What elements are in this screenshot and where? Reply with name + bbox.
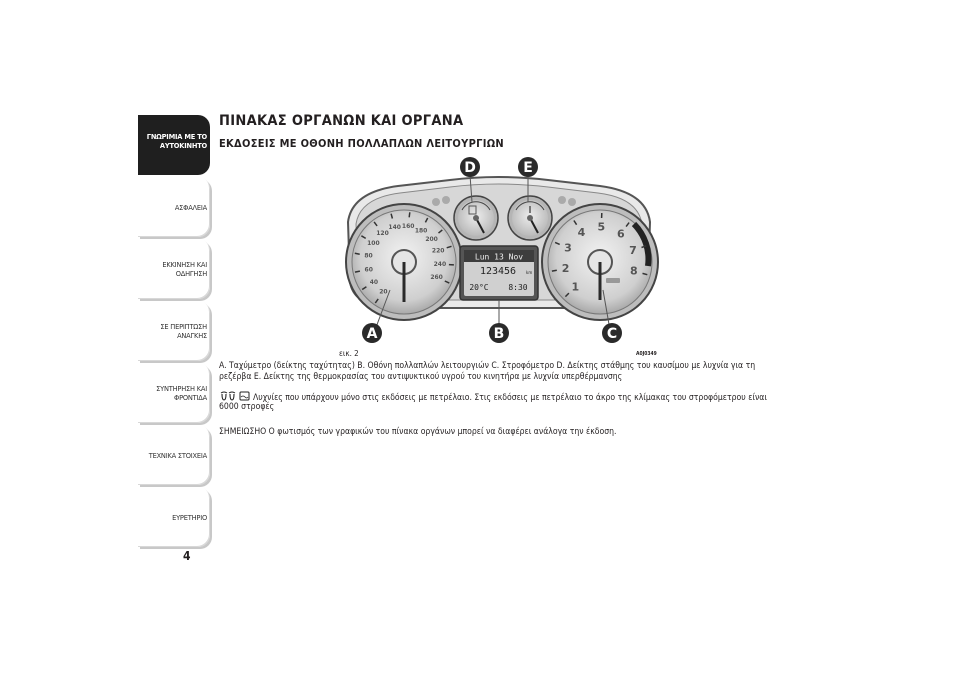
tab-label-line2: ΤΕΧΝΙΚΑ ΣΤΟΙΧΕΙΑ — [148, 450, 207, 460]
display-temperature: 20°C — [469, 283, 489, 292]
water-in-fuel-icon — [239, 391, 250, 401]
rpm-tick-1: 1 — [571, 280, 580, 294]
diesel-note-line-2: 6000 στροφές — [219, 402, 275, 412]
callout-b — [489, 323, 509, 343]
tab-label-line2: ΦΡΟΝΤΙΔΑ — [174, 393, 207, 402]
speed-tick-20: 20 — [379, 288, 388, 296]
multifunction-display — [460, 246, 538, 300]
rpm-tick-2: 2 — [561, 262, 570, 276]
page-number: 4 — [183, 549, 191, 563]
tab-label-line1: ΣΕ ΠΕΡΙΠΤΩΣΗ — [160, 322, 207, 331]
tab-safety[interactable] — [138, 177, 210, 237]
glow-plug-icon — [219, 391, 237, 401]
svg-text:C: C — [606, 326, 618, 342]
tab-label-line2: ΕΥΡΕΤΗΡΙΟ — [172, 512, 207, 522]
section-subtitle: ΕΚΔΟΣΕΙΣ ΜΕ ΟΘΟΝΗ ΠΟΛΛΑΠΛΩΝ ΛΕΙΤΟΥΡΓΙΩΝ — [219, 137, 505, 150]
speed-tick-120: 120 — [376, 230, 389, 238]
speed-tick-60: 60 — [364, 266, 373, 274]
rpm-tick-3: 3 — [564, 241, 572, 255]
rpm-tick-mark — [552, 270, 557, 271]
svg-text:A: A — [366, 326, 378, 342]
display-clock: 8:30 — [508, 283, 528, 292]
tab-index[interactable] — [138, 487, 210, 547]
tab-emergency[interactable] — [138, 301, 210, 361]
tab-label-line2: ΑΝΑΓΚΗΣ — [177, 331, 207, 340]
speedometer-gauge — [346, 204, 462, 320]
svg-text:B: B — [493, 326, 505, 342]
rpm-tick-7: 7 — [629, 244, 637, 258]
diesel-note-line-1: Λυχνίες που υπάρχουν μόνο στις εκδόσεις με πετρέλαιο. Στις εκδόσεις με πετρέλαιο το άκρο της κλίμακας του στροφόμετρου είναι — [252, 393, 768, 403]
speed-tick-260: 260 — [430, 274, 443, 282]
speed-tick-100: 100 — [367, 240, 380, 248]
tab-label-line2: ΑΣΦΑΛΕΙΑ — [174, 202, 207, 212]
speed-tick-40: 40 — [369, 278, 379, 286]
rpm-tick-6: 6 — [616, 227, 625, 241]
legend-line-1: A. Ταχύμετρο (δείκτης ταχύτητας) B. Οθόνη πολλαπλών λειτουργιών C. Στροφόμετρο D. Δείκτης στάθμης του καυσίμου με λυχνία για τη — [219, 361, 756, 371]
coolant-temp-gauge — [508, 196, 552, 240]
tab-technical-data[interactable] — [138, 425, 210, 485]
figure-caption: εικ. 2 — [339, 349, 359, 358]
page-title: ΠΙΝΑΚΑΣ ΟΡΓΑΝΩΝ ΚΑΙ ΟΡΓΑΝΑ — [219, 113, 464, 129]
speed-tick-140: 140 — [388, 224, 401, 232]
tab-label-line1: ΓΝΩΡΙΜΙΑ ΜΕ ΤΟ — [146, 132, 207, 141]
figure-code: A0J0349 — [636, 351, 657, 357]
callout-a — [362, 323, 382, 343]
svg-text:D: D — [464, 160, 476, 176]
speed-tick-mark — [355, 253, 360, 254]
callout-e — [518, 157, 538, 177]
tab-label-line1: ΕΚΚΙΝΗΣΗ ΚΑΙ — [162, 260, 207, 269]
speed-tick-240: 240 — [433, 261, 447, 269]
fuel-gauge — [454, 196, 498, 240]
svg-text:E: E — [523, 160, 533, 176]
speed-tick-180: 180 — [414, 227, 428, 235]
speed-tick-160: 160 — [401, 223, 415, 231]
speed-tick-220: 220 — [431, 247, 445, 255]
speed-tick-mark — [355, 271, 360, 272]
tab-label-line1: ΣΥΝΤΗΡΗΣΗ ΚΑΙ — [156, 384, 207, 393]
callout-c — [602, 323, 622, 343]
speed-tick-80: 80 — [364, 252, 373, 260]
note-text: ΣΗΜΕΙΩΣΗΟ Ο φωτισμός των γραφικών του πίνακα οργάνων μπορεί να διαφέρει ανάλογα την έκδοση. — [219, 427, 617, 437]
display-date: Lun 13 Nov — [474, 252, 524, 262]
tab-label-line2: ΑΥΤΟΚΙΝΗΤΟ — [159, 141, 207, 150]
rpm-tick-8: 8 — [629, 264, 638, 278]
display-odometer-unit: km — [526, 270, 533, 275]
tab-getting-to-know[interactable] — [138, 115, 210, 175]
tachometer-gauge — [542, 204, 658, 320]
tab-maintenance[interactable] — [138, 363, 210, 423]
speed-tick-mark — [409, 212, 410, 217]
speed-tick-200: 200 — [425, 235, 438, 243]
tab-label-line2: ΟΔΗΓΗΣΗ — [175, 269, 207, 278]
legend-line-2: ρεζέρβα E. Δείκτης της θερμοκρασίας του αντιψυκτικού υγρού του κινητήρα με λυχνία υπερθέρμανσης — [219, 372, 623, 382]
rpm-tick-4: 4 — [577, 226, 586, 239]
callout-d — [460, 157, 480, 177]
tab-starting-driving[interactable] — [138, 239, 210, 299]
rpm-tick-5: 5 — [597, 220, 606, 234]
display-odometer: 123456 — [479, 266, 517, 277]
instrument-panel-figure — [338, 150, 660, 360]
